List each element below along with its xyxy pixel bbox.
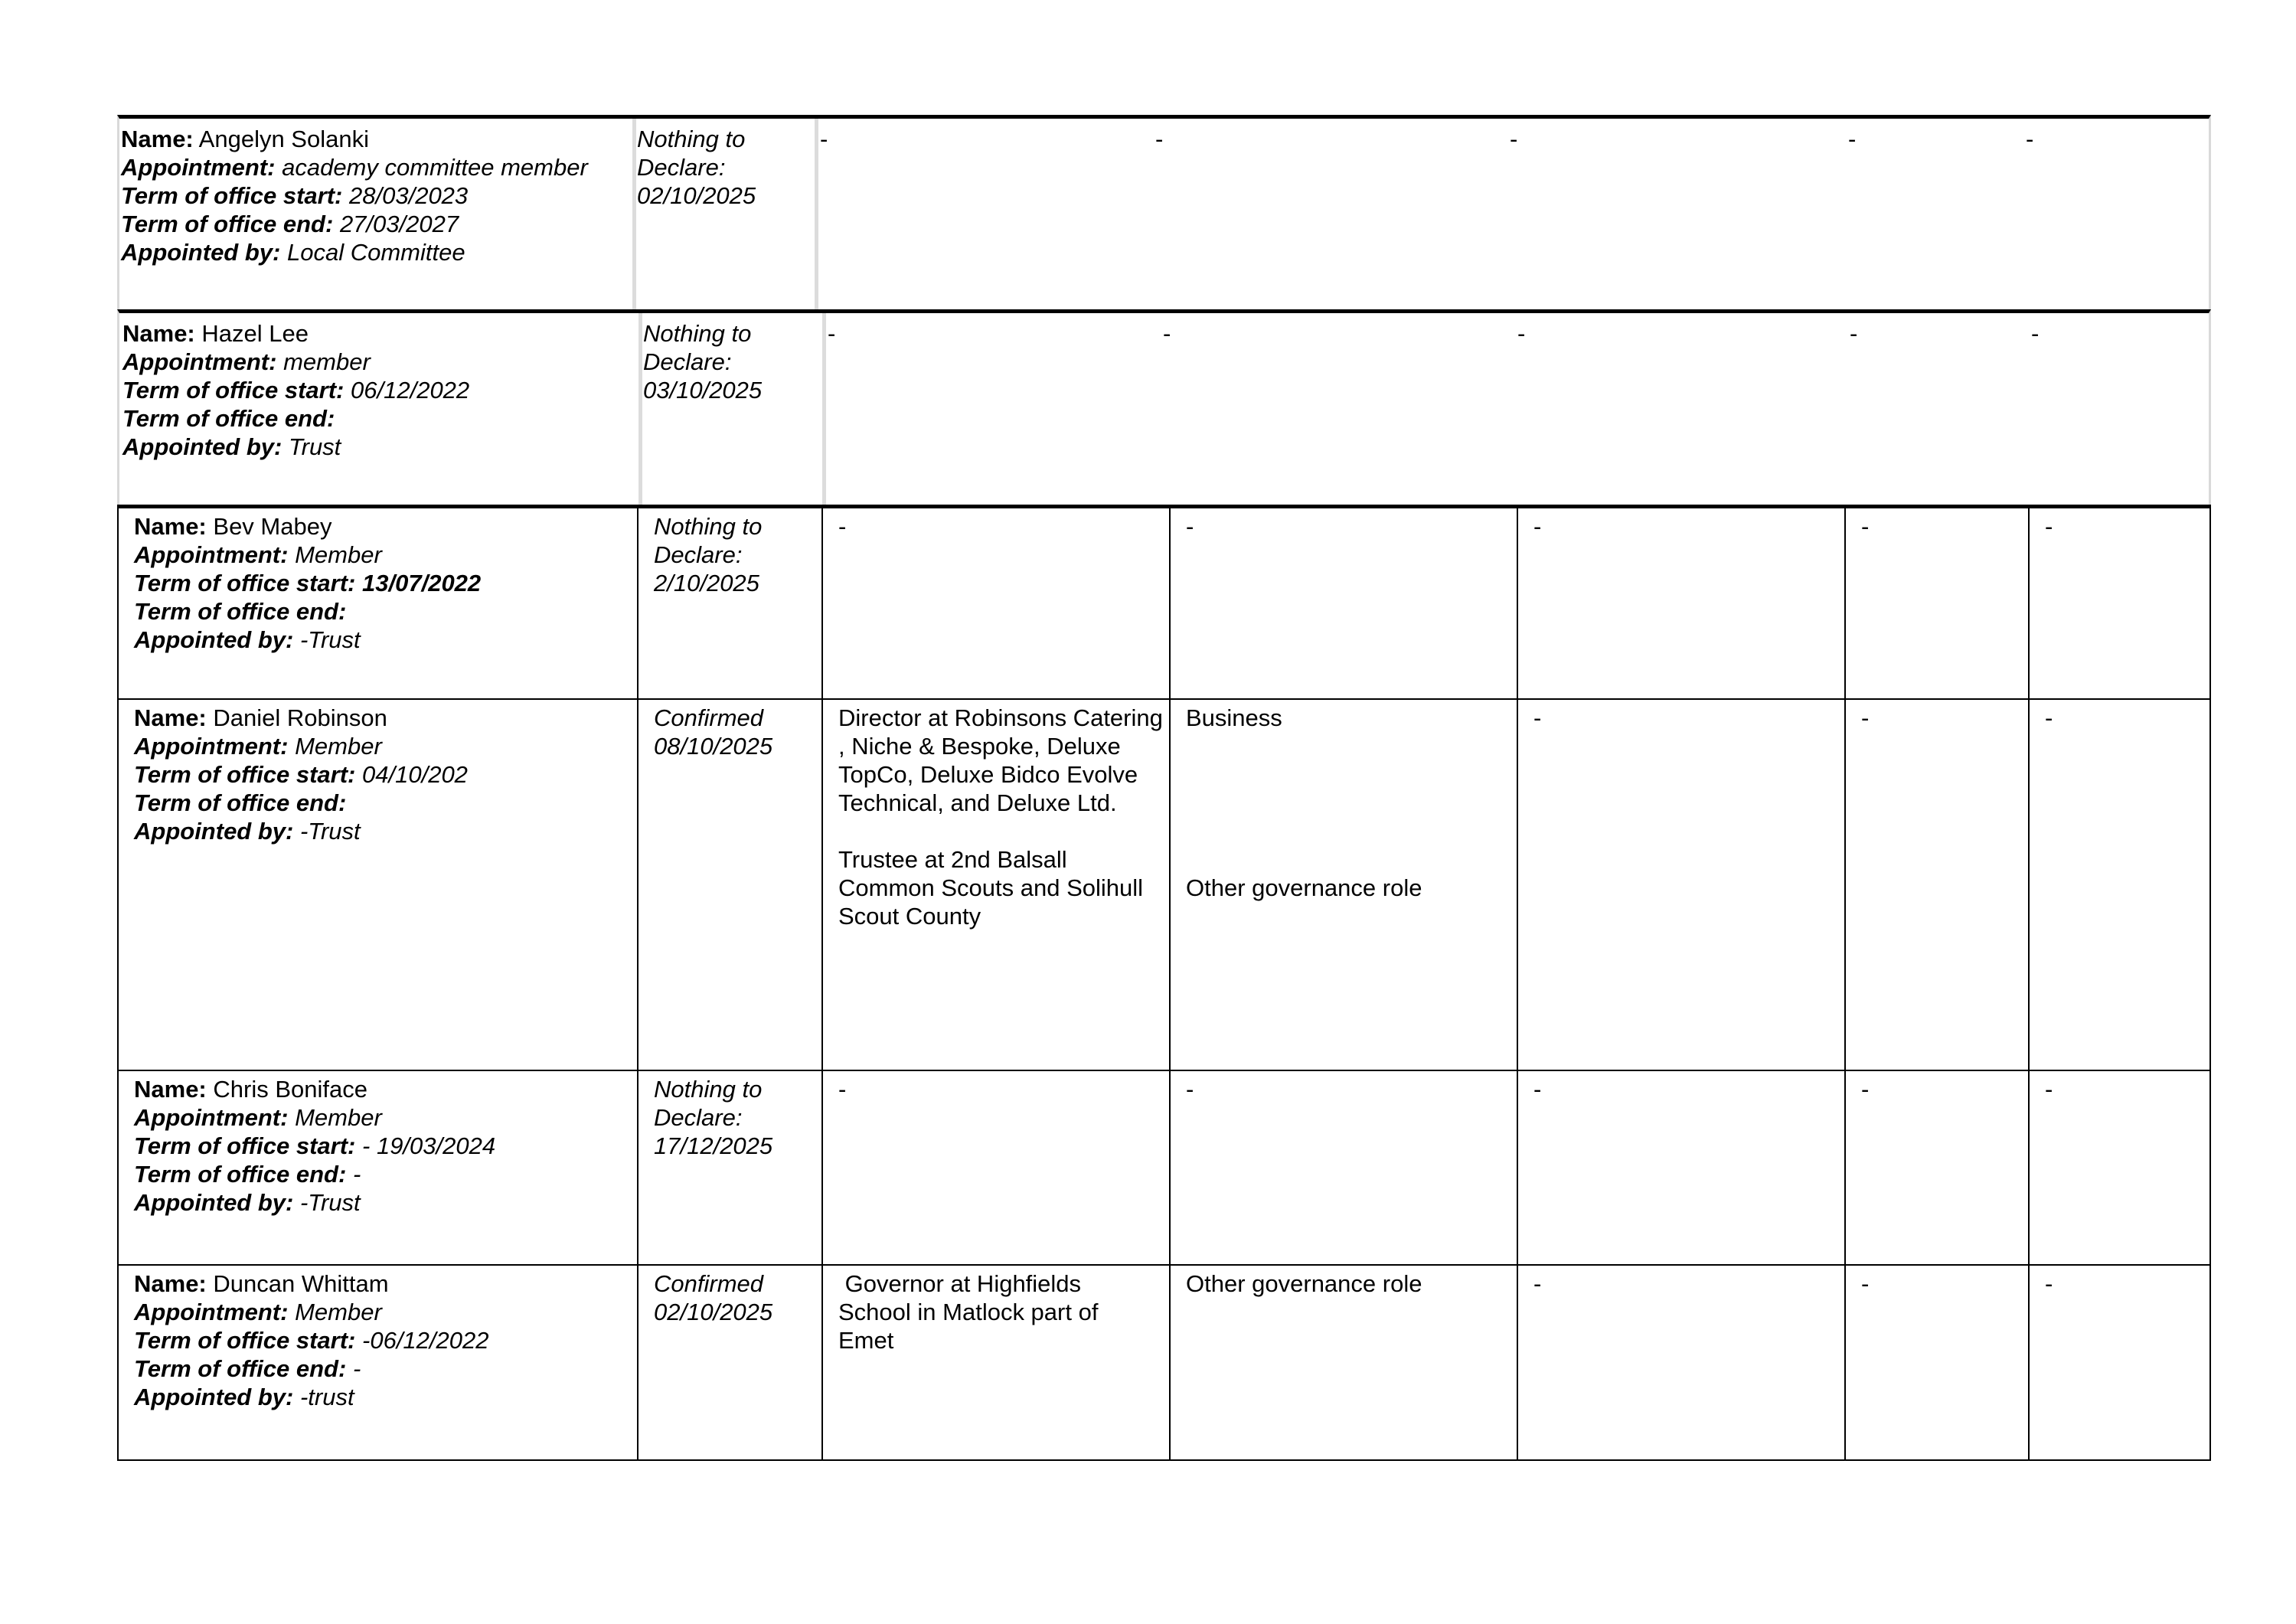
term-end-line: Term of office end: - bbox=[134, 1355, 361, 1382]
term-start-line: Term of office start: -06/12/2022 bbox=[134, 1327, 489, 1354]
interest-type: Other governance role bbox=[1186, 874, 1422, 901]
interest-cell: - bbox=[2045, 1270, 2053, 1297]
member-details-cell bbox=[122, 319, 628, 507]
declaration-line: Declare: bbox=[654, 1104, 743, 1131]
column-divider bbox=[1517, 700, 1518, 1070]
interest-cell: - bbox=[838, 1076, 847, 1103]
term-end-line: Term of office end: bbox=[134, 598, 347, 625]
declaration-line: 02/10/2025 bbox=[654, 1299, 773, 1325]
declaration-line: Nothing to bbox=[654, 1076, 763, 1103]
term-end-line: Term of office end: bbox=[134, 789, 347, 816]
register-row bbox=[117, 309, 2211, 507]
column-divider bbox=[2028, 700, 2030, 1070]
appointed-by-line: Appointed by: -trust bbox=[134, 1384, 354, 1410]
column-divider bbox=[1517, 508, 1518, 698]
term-start-line: Term of office start: 13/07/2022 bbox=[134, 570, 482, 596]
declaration-line: 02/10/2025 bbox=[637, 182, 756, 209]
column-divider bbox=[1169, 1266, 1171, 1459]
appointment-line: Appointment: Member bbox=[134, 541, 382, 568]
term-end-line: Term of office end: 27/03/2027 bbox=[121, 211, 459, 237]
term-end-line: Term of office end: - bbox=[134, 1161, 361, 1188]
column-divider bbox=[637, 700, 639, 1070]
appointed-by-line: Appointed by: -Trust bbox=[134, 626, 361, 653]
declaration-line: Nothing to bbox=[654, 513, 763, 540]
interest-type: Business bbox=[1186, 704, 1282, 731]
appointment-line: Appointment: member bbox=[122, 348, 371, 375]
name-line: Name: Chris Boniface bbox=[134, 1076, 367, 1103]
interest-type-cell bbox=[1186, 704, 1507, 1070]
name-line: Name: Daniel Robinson bbox=[134, 704, 387, 731]
term-start-line: Term of office start: 04/10/202 bbox=[134, 761, 468, 788]
register-row bbox=[117, 1266, 2211, 1461]
interest-cell: - bbox=[828, 320, 836, 347]
column-divider bbox=[1844, 508, 1846, 698]
appointment-line: Appointment: Member bbox=[134, 733, 382, 760]
interest-trusteeship: Trustee at 2nd Balsall Common Scouts and Solihull Scout County bbox=[838, 846, 1144, 930]
appointed-by-line: Appointed by: -Trust bbox=[134, 818, 361, 845]
column-divider bbox=[822, 313, 826, 507]
column-divider bbox=[821, 508, 823, 698]
column-divider bbox=[1844, 1266, 1846, 1459]
column-divider bbox=[2028, 1071, 2030, 1264]
interest-cell: - bbox=[838, 513, 847, 540]
column-divider bbox=[1517, 1266, 1518, 1459]
column-divider bbox=[637, 508, 639, 698]
declaration-line: Confirmed bbox=[654, 1270, 763, 1297]
declaration-line: Declare: bbox=[637, 154, 726, 181]
appointment-line: Appointment: academy committee member bbox=[121, 154, 588, 181]
interest-directorships: Director at Robinsons Catering , Niche & Bespoke, Deluxe TopCo, Deluxe Bidco Evolve Technical, and Deluxe Ltd. bbox=[838, 704, 1163, 816]
appointment-line: Appointment: Member bbox=[134, 1104, 382, 1131]
column-divider bbox=[1844, 1071, 1846, 1264]
column-divider bbox=[821, 700, 823, 1070]
interest-cell: - bbox=[820, 126, 828, 152]
column-divider bbox=[821, 1266, 823, 1459]
appointed-by-line: Appointed by: Local Committee bbox=[121, 239, 465, 266]
interest-cell: - bbox=[1861, 1270, 1870, 1297]
member-details-cell bbox=[134, 1075, 632, 1264]
register-row bbox=[117, 505, 2211, 700]
appointed-by-line: Appointed by: -Trust bbox=[134, 1189, 361, 1216]
interest-cell bbox=[838, 1269, 1145, 1459]
declaration-line: Confirmed bbox=[654, 704, 763, 731]
interest-cell: - bbox=[1517, 320, 1526, 347]
interest-cell: - bbox=[2045, 704, 2053, 731]
appointed-by-line: Appointed by: Trust bbox=[122, 433, 341, 460]
interest-cell: - bbox=[1848, 126, 1857, 152]
column-divider bbox=[637, 1266, 639, 1459]
interest-cell: - bbox=[2031, 320, 2040, 347]
interest-cell: - bbox=[1186, 1076, 1194, 1103]
column-divider bbox=[1844, 700, 1846, 1070]
declaration-cell bbox=[643, 319, 819, 507]
declaration-line: 03/10/2025 bbox=[643, 377, 763, 404]
column-divider bbox=[2028, 1266, 2030, 1459]
member-details-cell bbox=[134, 704, 632, 1070]
name-line: Name: Duncan Whittam bbox=[134, 1270, 389, 1297]
term-start-line: Term of office start: 28/03/2023 bbox=[121, 182, 469, 209]
interest-cell: - bbox=[1186, 513, 1194, 540]
declaration-line: Declare: bbox=[654, 541, 743, 568]
declaration-cell bbox=[654, 512, 818, 698]
interest-cell bbox=[838, 704, 1163, 1070]
name-line: Name: Angelyn Solanki bbox=[121, 126, 369, 152]
register-row bbox=[117, 1071, 2211, 1266]
member-details-cell bbox=[121, 125, 626, 312]
interest-cell: - bbox=[1533, 513, 1542, 540]
column-divider bbox=[632, 119, 636, 312]
interest-cell: - bbox=[1861, 704, 1870, 731]
interest-cell: - bbox=[2045, 513, 2053, 540]
column-divider bbox=[1169, 1071, 1171, 1264]
declaration-cell bbox=[654, 704, 818, 1070]
interest-cell: - bbox=[1163, 320, 1171, 347]
declaration-line: Declare: bbox=[643, 348, 732, 375]
declaration-line: Nothing to bbox=[637, 126, 746, 152]
column-divider bbox=[1169, 700, 1171, 1070]
appointment-line: Appointment: Member bbox=[134, 1299, 382, 1325]
column-divider bbox=[1517, 1071, 1518, 1264]
interest-governorship: Governor at Highfields School in Matlock part of Emet bbox=[838, 1270, 1106, 1354]
term-end-line: Term of office end: bbox=[122, 405, 335, 432]
interest-cell: - bbox=[1861, 513, 1870, 540]
interest-cell: - bbox=[1861, 1076, 1870, 1103]
term-start-line: Term of office start: - 19/03/2024 bbox=[134, 1132, 496, 1159]
declaration-cell bbox=[654, 1075, 818, 1264]
interest-cell: - bbox=[1850, 320, 1858, 347]
interest-cell: - bbox=[1155, 126, 1164, 152]
column-divider bbox=[1169, 508, 1171, 698]
column-divider bbox=[2028, 508, 2030, 698]
interest-cell: - bbox=[1533, 1076, 1542, 1103]
interest-type-cell: Other governance role bbox=[1186, 1270, 1422, 1297]
column-divider bbox=[821, 1071, 823, 1264]
column-divider bbox=[637, 1071, 639, 1264]
name-line: Name: Bev Mabey bbox=[134, 513, 332, 540]
column-divider bbox=[639, 313, 642, 507]
term-start-line: Term of office start: 06/12/2022 bbox=[122, 377, 470, 404]
interest-cell: - bbox=[1533, 1270, 1542, 1297]
interest-cell: - bbox=[2045, 1076, 2053, 1103]
interest-cell: - bbox=[1510, 126, 1518, 152]
interest-cell: - bbox=[1533, 704, 1542, 731]
column-divider bbox=[815, 119, 818, 312]
interest-cell: - bbox=[2026, 126, 2034, 152]
declaration-cell bbox=[654, 1269, 818, 1459]
declaration-line: 2/10/2025 bbox=[654, 570, 759, 596]
name-line: Name: Hazel Lee bbox=[122, 320, 309, 347]
register-row bbox=[117, 115, 2211, 312]
declaration-line: 17/12/2025 bbox=[654, 1132, 773, 1159]
register-row bbox=[117, 700, 2211, 1071]
member-details-cell bbox=[134, 1269, 632, 1459]
declaration-cell bbox=[637, 125, 813, 312]
declaration-line: Nothing to bbox=[643, 320, 752, 347]
member-details-cell bbox=[134, 512, 632, 698]
declaration-line: 08/10/2025 bbox=[654, 733, 773, 760]
